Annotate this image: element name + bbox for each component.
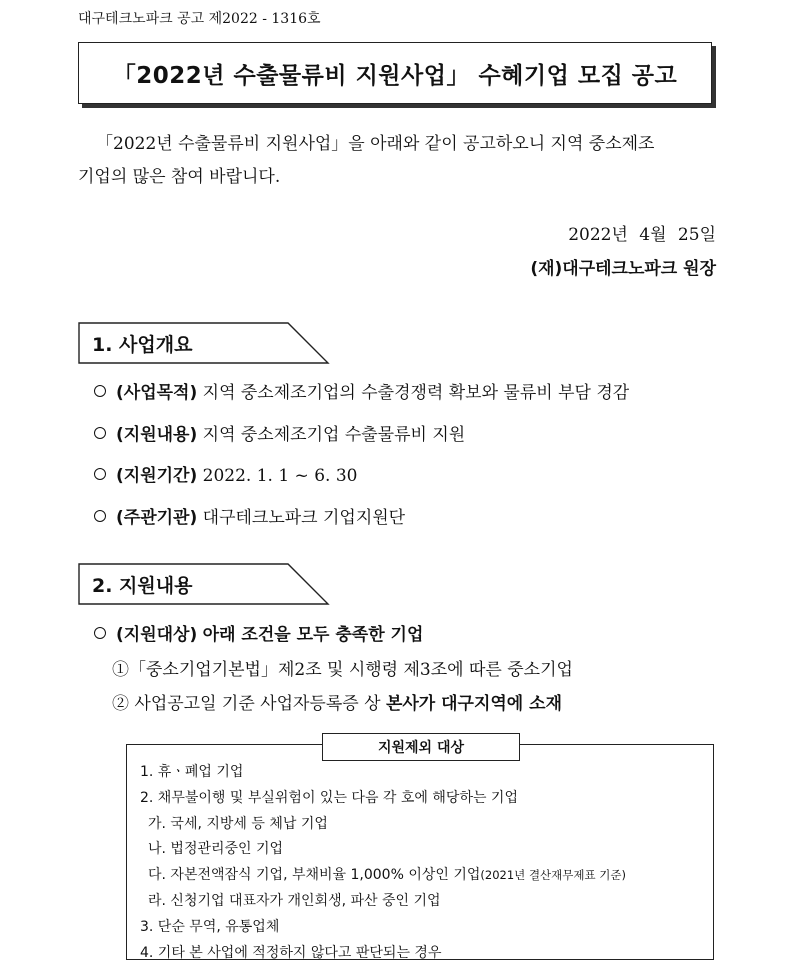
title-box: [78, 42, 712, 104]
item-text: 지역 중소제조기업 수출물류비 지원: [202, 425, 466, 445]
exclusion-item: 2. 채무불이행 및 부실위험이 있는 다음 각 호에 해당하는 기업: [140, 789, 518, 806]
section-1-title: 1. 사업개요: [92, 334, 193, 356]
item-text: 지역 중소제조기업의 수출경쟁력 확보와 물류비 부담 경감: [202, 383, 630, 403]
exclusion-item: 4. 기타 본 사업에 적정하지 않다고 판단되는 경우: [140, 944, 442, 961]
item-text: 대구테크노파크 기업지원단: [202, 508, 406, 528]
intro-paragraph: [78, 128, 718, 194]
exclusion-subitem-text: 다. 자본전액잠식 기업, 부채비율 1,000% 이상인 기업: [148, 867, 481, 884]
item-label: (사업목적): [116, 383, 198, 403]
exclusion-subitem-with-note: [140, 863, 626, 889]
circle-bullet-icon: [94, 468, 106, 480]
exclusion-item: 1. 휴ㆍ폐업 기업: [140, 764, 244, 780]
section-1-heading: [78, 322, 328, 362]
exclusion-title: 지원제외 대상: [322, 733, 520, 761]
item-label: (지원대상): [116, 625, 198, 645]
section-2-title: 2. 지원내용: [92, 575, 193, 597]
item-label: (지원내용): [116, 425, 198, 445]
notice-number: 대구테크노파크 공고 제2022 - 1316호: [78, 11, 321, 27]
item-label: (주관기관): [116, 508, 198, 528]
overview-item-period: [94, 461, 357, 486]
condition-emphasis: 본사가 대구지역에 소재: [385, 694, 562, 714]
page-title: 「2022년 수출물류비 지원사업」 수혜기업 모집 공고: [112, 62, 678, 89]
overview-item-organizer: [94, 503, 405, 528]
circle-bullet-icon: [94, 510, 106, 522]
condition-2: [112, 689, 562, 714]
exclusion-list: [140, 760, 626, 966]
overview-item-content: [94, 420, 465, 445]
notice-date: 2022년 4월 25일: [568, 225, 716, 245]
exclusion-note: (2021년 결산재무제표 기준): [480, 868, 626, 883]
target-text: 아래 조건을 모두 충족한 기업: [202, 625, 424, 645]
overview-item-purpose: [94, 378, 629, 403]
circle-bullet-icon: [94, 427, 106, 439]
intro-line-2: 기업의 많은 참여 바랍니다.: [78, 167, 281, 187]
circle-bullet-icon: [94, 385, 106, 397]
exclusion-subitem: 라. 신청기업 대표자가 개인회생, 파산 중인 기업: [148, 892, 441, 909]
condition-1: [112, 655, 573, 680]
condition-text: ①「중소기업기본법」제2조 및 시행령 제3조에 따른 중소기업: [112, 660, 573, 680]
support-target: [94, 620, 423, 645]
issuer: (재)대구테크노파크 원장: [530, 259, 716, 279]
intro-line-1: 「2022년 수출물류비 지원사업」을 아래와 같이 공고하오니 지역 중소제조: [96, 134, 655, 154]
condition-text: ② 사업공고일 기준 사업자등록증 상: [112, 694, 386, 714]
item-text: 2022. 1. 1 ~ 6. 30: [202, 466, 358, 486]
section-2-heading: [78, 563, 328, 603]
exclusion-subitem: 나. 법정관리중인 기업: [148, 841, 284, 858]
circle-bullet-icon: [94, 627, 106, 639]
exclusion-subitem: 가. 국세, 지방세 등 체납 기업: [148, 815, 328, 832]
exclusion-item: 3. 단순 무역, 유통업체: [140, 918, 280, 935]
item-label: (지원기간): [116, 466, 198, 486]
